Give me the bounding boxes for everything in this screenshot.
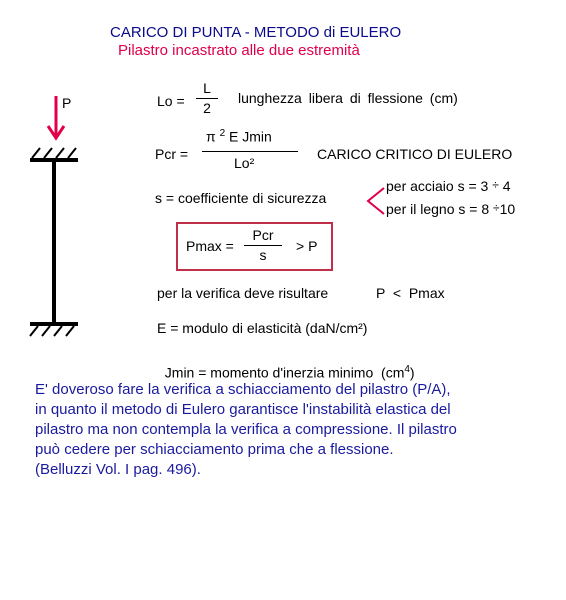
- note-line: E' doveroso fare la verifica a schiacciamento del pilastro (P/A),: [35, 381, 451, 398]
- note-line: in quanto il metodo di Eulero garantisce l'instabilità elastica del: [35, 401, 451, 418]
- modulo-label: E = modulo di elasticità (daN/cm²): [157, 320, 368, 336]
- page-subtitle: Pilastro incastrato alle due estremità: [118, 42, 360, 59]
- pcr-denominator: Lo²: [234, 155, 255, 171]
- safety-label: s = coefficiente di sicurezza: [155, 190, 327, 206]
- verifica-condition: P < Pmax: [376, 285, 445, 301]
- pmax-lhs: Pmax =: [186, 238, 234, 254]
- pmax-fraction-bar: [244, 245, 282, 246]
- lo-lhs: Lo =: [157, 93, 185, 109]
- pcr-numerator-rest: E Jmin: [229, 128, 272, 145]
- pcr-pi: π: [206, 128, 216, 145]
- note-paragraph: [35, 380, 555, 480]
- pcr-fraction-bar: [202, 151, 298, 152]
- safety-legno: per il legno s = 8 ÷10: [386, 201, 516, 217]
- safety-acciaio: per acciaio s = 3 ÷ 4: [386, 178, 511, 194]
- load-label: P: [62, 95, 72, 111]
- lo-numerator: L: [203, 80, 211, 96]
- pcr-lhs: Pcr =: [155, 146, 189, 162]
- lo-fraction-bar: [196, 98, 218, 99]
- pmax-denominator: s: [259, 247, 267, 263]
- verifica-label: per la verifica deve risultare: [157, 285, 329, 301]
- brace-icon: [364, 184, 386, 218]
- note-line: (Belluzzi Vol. I pag. 496).: [35, 461, 201, 478]
- column-diagram: [22, 92, 92, 352]
- page-title: CARICO DI PUNTA - METODO di EULERO: [110, 24, 402, 41]
- pcr-numerator: [206, 128, 272, 145]
- note-line: pilastro ma non contempla la verifica a compressione. Il pilastro: [35, 421, 457, 438]
- bottom-fixed-support-icon: [30, 324, 78, 336]
- pmax-rhs: > P: [296, 238, 318, 254]
- note-line: può cedere per schiacciamento prima che a flessione.: [35, 441, 394, 458]
- lo-denominator: 2: [203, 100, 211, 116]
- pmax-numerator: Pcr: [252, 227, 274, 243]
- jmin-label: Jmin = momento d'inerzia minimo $(cm^4)$: [164, 364, 415, 381]
- top-fixed-support-icon: [30, 148, 78, 160]
- pcr-description: CARICO CRITICO DI EULERO: [317, 146, 513, 162]
- pcr-pi-exp: 2: [219, 128, 226, 139]
- lo-description: lunghezza libera di flessione (cm): [238, 90, 458, 106]
